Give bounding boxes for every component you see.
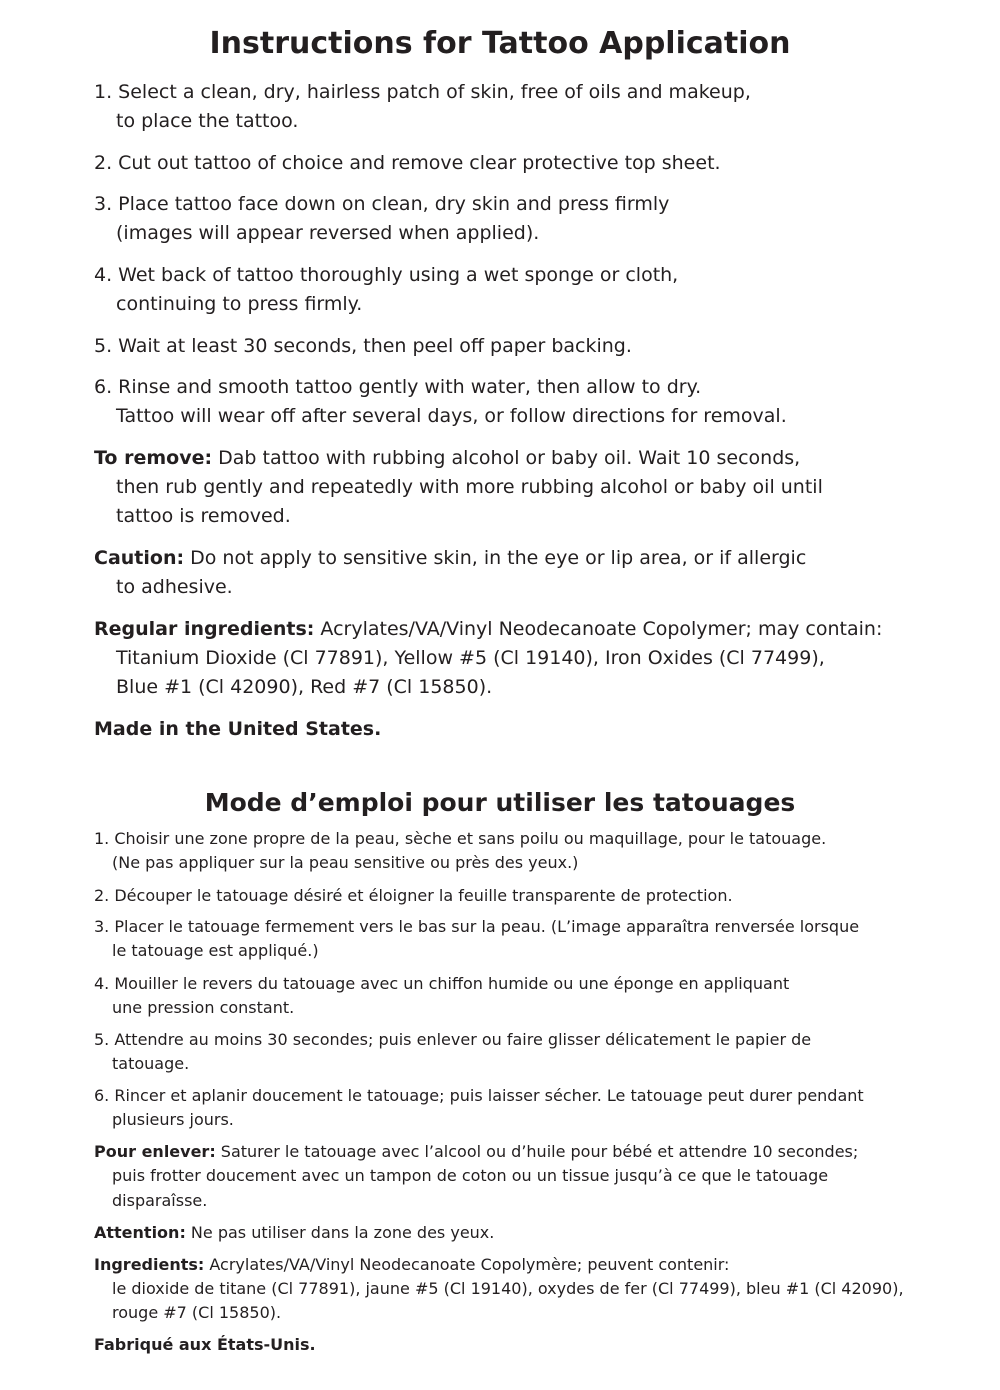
en-step-5-line-1: 5. Wait at least 30 seconds, then peel off paper backing.	[94, 335, 632, 357]
en-step-6-line-2: Tattoo will wear off after several days, or follow directions for removal.	[116, 405, 787, 427]
fr-ingredients-line-3: rouge #7 (Cl 15850).	[112, 1303, 282, 1322]
en-step-4-line-1: 4. Wet back of tattoo thoroughly using a wet sponge or cloth,	[94, 264, 679, 286]
fr-made-in: Fabriqué aux États-Unis.	[94, 1335, 316, 1354]
en-remove-line-1	[94, 446, 800, 470]
en-remove-line-2: then rub gently and repeatedly with more rubbing alcohol or baby oil until	[116, 476, 823, 498]
fr-attention-text: Ne pas utiliser dans la zone des yeux.	[185, 1223, 495, 1242]
en-caution-text: Do not apply to sensitive skin, in the eye or lip area, or if allergic	[184, 547, 807, 569]
en-step-1-line-1: 1. Select a clean, dry, hairless patch of skin, free of oils and makeup,	[94, 81, 751, 103]
fr-step-6-line-2: plusieurs jours.	[112, 1110, 234, 1129]
fr-remove-label: Pour enlever:	[94, 1142, 216, 1161]
fr-remove-line-3: disparaîsse.	[112, 1191, 208, 1210]
en-ingredients-text: Acrylates/VA/Vinyl Neodecanoate Copolymer; may contain:	[314, 618, 883, 640]
fr-step-6-line-1: 6. Rincer et aplanir doucement le tatouage; puis laisser sécher. Le tatouage peut durer pendant	[94, 1086, 864, 1105]
fr-ingredients-line-2: le dioxide de titane (Cl 77891), jaune #5 (Cl 19140), oxydes de fer (Cl 77499), bleu #1 (Cl 42090),	[112, 1279, 904, 1298]
en-remove-label: To remove:	[94, 447, 213, 469]
en-step-3-line-1: 3. Place tattoo face down on clean, dry skin and press firmly	[94, 193, 670, 215]
en-step-2-line-1: 2. Cut out tattoo of choice and remove clear protective top sheet.	[94, 152, 721, 174]
en-step-6-line-1: 6. Rinse and smooth tattoo gently with water, then allow to dry.	[94, 376, 702, 398]
fr-step-3-line-2: le tatouage est appliqué.)	[112, 941, 319, 960]
en-step-4-line-2: continuing to press firmly.	[116, 293, 363, 315]
fr-step-3-line-1: 3. Placer le tatouage fermement vers le bas sur la peau. (L’image apparaîtra renversée lorsque	[94, 917, 860, 936]
en-ingredients-line-3: Blue #1 (Cl 42090), Red #7 (Cl 15850).	[116, 676, 493, 698]
en-ingredients-line-2: Titanium Dioxide (Cl 77891), Yellow #5 (Cl 19140), Iron Oxides (Cl 77499),	[116, 647, 825, 669]
en-made-in: Made in the United States.	[94, 718, 382, 740]
en-caution-label: Caution:	[94, 547, 185, 569]
en-caution-line-2: to adhesive.	[116, 576, 233, 598]
fr-step-4-line-1: 4. Mouiller le revers du tatouage avec un chiffon humide ou une éponge en appliquant	[94, 974, 790, 993]
fr-step-1-line-1: 1. Choisir une zone propre de la peau, sèche et sans poilu ou maquillage, pour le tatouage.	[94, 829, 827, 848]
fr-remove-line-2: puis frotter doucement avec un tampon de coton ou un tissue jusqu’à ce que le tatouage	[112, 1166, 829, 1185]
en-step-3-line-2: (images will appear reversed when applied).	[116, 222, 540, 244]
fr-step-4-line-2: une pression constant.	[112, 998, 295, 1017]
english-title: Instructions for Tattoo Application	[209, 26, 791, 61]
fr-remove-text: Saturer le tatouage avec l’alcool ou d’huile pour bébé et attendre 10 secondes;	[215, 1142, 859, 1161]
fr-ingredients-text: Acrylates/VA/Vinyl Neodecanoate Copolymère; peuvent contenir:	[204, 1255, 730, 1274]
en-remove-line-3: tattoo is removed.	[116, 505, 291, 527]
en-ingredients-line-1	[94, 617, 882, 641]
fr-step-5-line-2: tatouage.	[112, 1054, 190, 1073]
french-title: Mode d’emploi pour utiliser les tatouages	[204, 788, 796, 817]
en-caution-line-1	[94, 546, 806, 570]
fr-ingredients-line-1	[94, 1255, 729, 1275]
en-step-1-line-2: to place the tattoo.	[116, 110, 299, 132]
fr-remove-line-1	[94, 1142, 858, 1162]
fr-step-1-line-2: (Ne pas appliquer sur la peau sensitive ou près des yeux.)	[112, 853, 579, 872]
fr-attention-line-1	[94, 1223, 494, 1243]
en-remove-text: Dab tattoo with rubbing alcohol or baby oil. Wait 10 seconds,	[212, 447, 801, 469]
fr-attention-label: Attention:	[94, 1223, 186, 1242]
en-ingredients-label: Regular ingredients:	[94, 618, 315, 640]
fr-step-2-line-1: 2. Découper le tatouage désiré et éloigner la feuille transparente de protection.	[94, 886, 733, 905]
fr-step-5-line-1: 5. Attendre au moins 30 secondes; puis enlever ou faire glisser délicatement le papier de	[94, 1030, 812, 1049]
fr-ingredients-label: Ingredients:	[94, 1255, 205, 1274]
